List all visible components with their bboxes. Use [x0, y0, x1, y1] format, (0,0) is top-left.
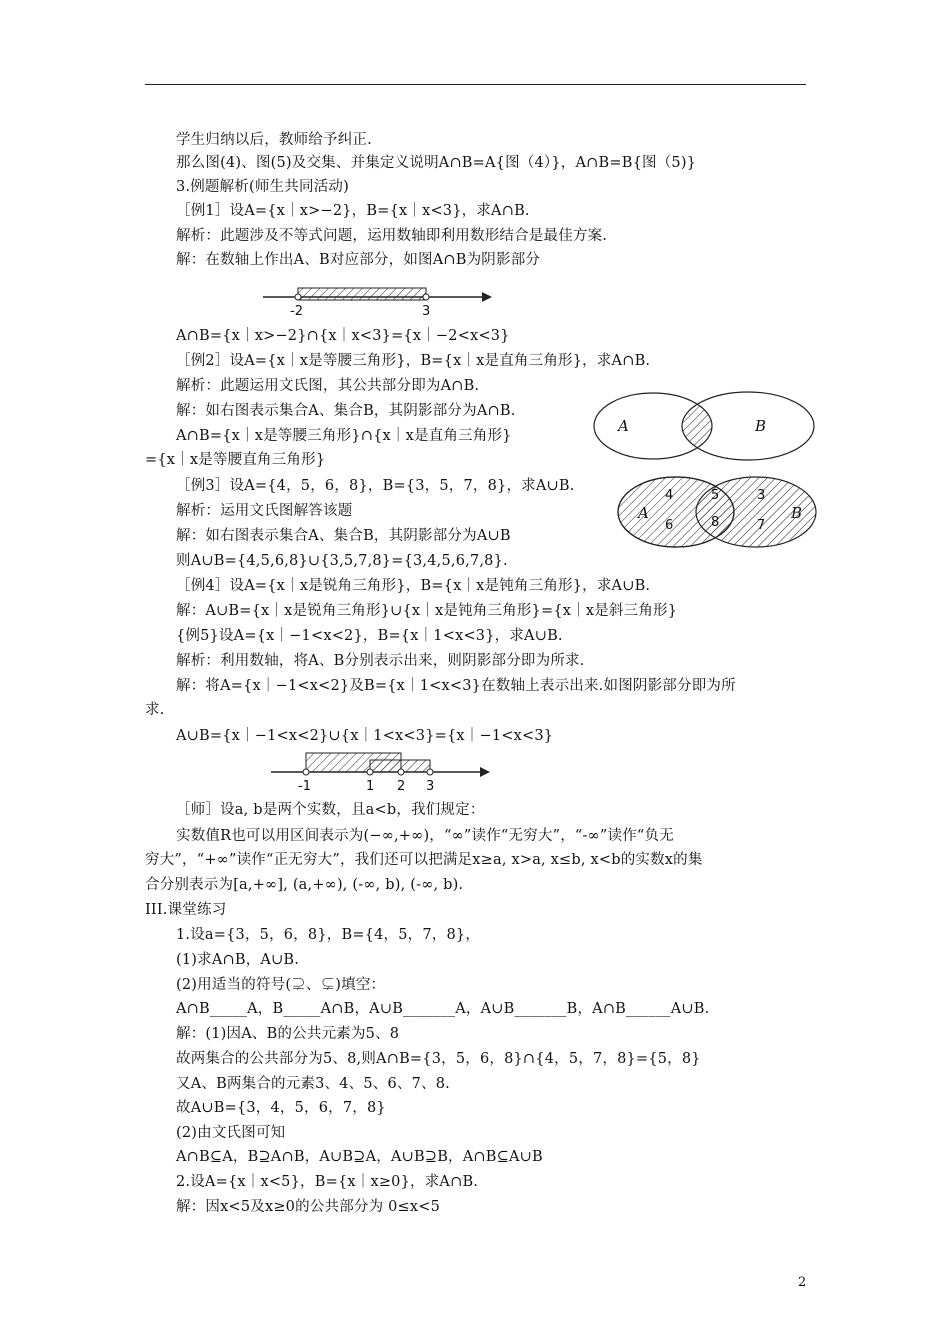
tick-label: 3: [422, 304, 431, 319]
set-label: A: [618, 417, 629, 435]
text-line: A∩B_____A，B_____A∩B，A∪B_______A，A∪B_______B，A∩B______A∪B.: [176, 1001, 710, 1017]
text-line: 那么图(4)、图(5)及交集、并集定义说明A∩B=A{图（4）}，A∩B=B{图（5)}: [176, 155, 697, 171]
text-line: 解：(1)因A、B的公共元素为5、8: [176, 1026, 400, 1042]
set-label: A: [638, 504, 649, 522]
venn-diagram-union: [618, 474, 818, 552]
text-line: 解：如右图表示集合A、集合B，其阴影部分为A∪B: [176, 528, 511, 544]
text-line: ［师］设a, b是两个实数，且a<b，我们规定：: [176, 802, 485, 818]
tick-label: -2: [290, 304, 303, 319]
text-line: ={x｜x是等腰直角三角形}: [145, 452, 326, 468]
element: 8: [711, 515, 720, 530]
text-line: 合分别表示为[a,+∞], (a,+∞), (-∞, b), (-∞, b).: [145, 877, 464, 893]
set-label: B: [755, 417, 767, 435]
text-line: (2)由文氏图可知: [176, 1125, 286, 1141]
venn-diagram-intersection: [590, 388, 820, 466]
text-line: {例5}设A={x｜−1<x<2}，B={x｜1<x<3}，求A∪B.: [176, 628, 563, 644]
element: 5: [711, 488, 720, 503]
text-line: A∩B={x｜x>−2}∩{x｜x<3}={x｜−2<x<3}: [176, 328, 510, 344]
text-line: 学生归纳以后，教师给予纠正.: [176, 132, 372, 148]
text-line: 解：将A={x｜−1<x<2}及B={x｜1<x<3}在数轴上表示出来.如图阴影部分即为所: [176, 678, 736, 694]
text-line: 则A∪B={4,5,6,8}∪{3,5,7,8}={3,4,5,6,7,8}.: [176, 553, 508, 569]
text-line: A∩B={x｜x是等腰三角形}∩{x｜x是直角三角形}: [176, 428, 512, 444]
number-line-example-5: [268, 748, 493, 792]
text-line: 2.设A={x｜x<5}，B={x｜x≥0}，求A∩B.: [176, 1174, 479, 1190]
text-line: 故两集合的公共部分为5、8,则A∩B={3，5，6，8}∩{4，5，7，8}={5，8}: [176, 1051, 701, 1067]
element: 7: [757, 518, 766, 533]
text-line: 解：A∪B={x｜x是锐角三角形}∪{x｜x是钝角三角形}={x｜x是斜三角形}: [176, 603, 678, 619]
text-line: 求.: [145, 702, 165, 718]
text-line: 实数值R也可以用区间表示为(−∞,+∞)，“∞”读作“无穷大”，“-∞”读作“负无: [176, 828, 674, 844]
text-line: 解析：此题涉及不等式问题，运用数轴即利用数形结合是最佳方案.: [176, 228, 608, 244]
text-line: 解：因x<5及x≥0的公共部分为 0≤x<5: [176, 1199, 441, 1215]
text-line: 3.例题解析(师生共同活动): [176, 179, 349, 195]
text-line: (2)用适当的符号(⊋、⊊)填空：: [176, 977, 386, 993]
text-line: ［例3］设A={4，5，6，8}，B={3，5，7，8}，求A∪B.: [176, 478, 575, 494]
text-line: 又A、B两集合的元素3、4、5、6、7、8.: [176, 1076, 450, 1092]
text-line: 解：在数轴上作出A、B对应部分，如图A∩B为阴影部分: [176, 252, 541, 268]
element: 4: [665, 488, 674, 503]
text-line: 解析：运用文氏图解答该题: [176, 503, 353, 519]
text-line: 故A∪B={3，4，5，6，7，8}: [176, 1100, 386, 1116]
element: 3: [757, 488, 766, 503]
text-line: III.课堂练习: [145, 902, 227, 918]
set-label: B: [791, 504, 803, 522]
page-number: 2: [798, 1275, 807, 1290]
text-line: 穷大”，“+∞”读作“正无穷大”，我们还可以把满足x≥a, x>a, x≤b, x<b的实数x的集: [145, 852, 703, 868]
text-line: ［例1］设A={x｜x>−2}，B={x｜x<3}，求A∩B.: [176, 203, 530, 219]
text-line: 解：如右图表示集合A、集合B，其阴影部分为A∩B.: [176, 403, 516, 419]
tick-label: 3: [426, 779, 435, 794]
tick-label: 1: [366, 779, 375, 794]
number-line-example-1: [260, 280, 495, 320]
tick-label: -1: [298, 779, 311, 794]
text-line: A∪B={x｜−1<x<2}∪{x｜1<x<3}={x｜−1<x<3}: [176, 728, 554, 744]
text-line: A∩B⊆A，B⊇A∩B，A∪B⊇A，A∪B⊇B，A∩B⊆A∪B: [176, 1149, 543, 1165]
text-line: (1)求A∩B，A∪B.: [176, 952, 300, 968]
text-line: ［例2］设A={x｜x是等腰三角形}，B={x｜x是直角三角形}，求A∩B.: [176, 353, 651, 369]
tick-label: 2: [397, 779, 406, 794]
header-rule: [145, 84, 806, 85]
text-line: 1.设a={3，5，6，8}，B={4，5，7，8}，: [176, 927, 481, 943]
text-line: ［例4］设A={x｜x是锐角三角形}，B={x｜x是钝角三角形}，求A∪B.: [176, 578, 651, 594]
text-line: 解析：利用数轴，将A、B分别表示出来，则阴影部分即为所求.: [176, 653, 585, 669]
element: 6: [665, 518, 674, 533]
text-line: 解析：此题运用文氏图，其公共部分即为A∩B.: [176, 378, 480, 394]
